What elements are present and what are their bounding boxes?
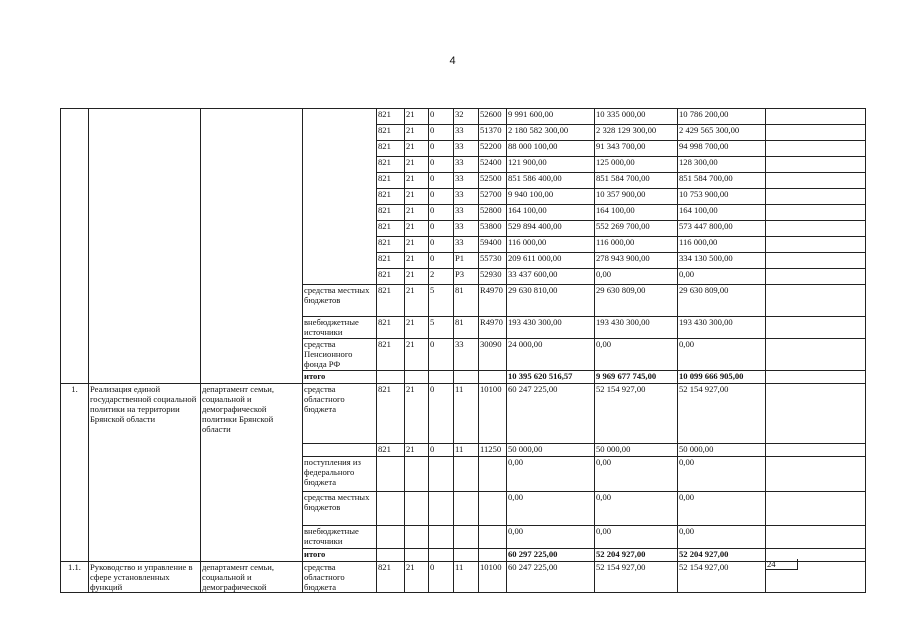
cell-pr: [405, 492, 429, 526]
cell-grbs: 821: [377, 285, 405, 317]
cell-empty: [766, 492, 866, 526]
cell-sub: [429, 457, 454, 492]
cell-y1: 33 437 600,00: [507, 269, 595, 285]
cell-pz: P3: [454, 269, 479, 285]
cell-empty: [766, 141, 866, 157]
cell-y1: 116 000,00: [507, 237, 595, 253]
cell-empty: [766, 125, 866, 141]
cell-y1: 9 940 100,00: [507, 189, 595, 205]
cell-sub: 0: [429, 157, 454, 173]
cell-y3: 164 100,00: [678, 205, 766, 221]
cell-y3: 116 000,00: [678, 237, 766, 253]
cell-total-y3: 10 099 666 905,00: [678, 371, 766, 384]
cell-pr: 21: [405, 189, 429, 205]
cell-empty: [766, 526, 866, 549]
cell-y3: 0,00: [678, 269, 766, 285]
cell-pz: 33: [454, 189, 479, 205]
cell-y3: 0,00: [678, 492, 766, 526]
cell-sub: 2: [429, 269, 454, 285]
cell-source: внебюджетные источники: [303, 526, 377, 549]
cell-pr: 21: [405, 562, 429, 593]
cell-source: средства областного бюджета: [303, 384, 377, 444]
cell-y3: 851 584 700,00: [678, 173, 766, 189]
cell-y3: 2 429 565 300,00: [678, 125, 766, 141]
cell-code: 52600: [479, 109, 507, 125]
cell-empty: [429, 549, 454, 562]
section-name: Реализация единой государственной социальной политики на территории Брянской области: [89, 384, 201, 562]
cell-y2: 164 100,00: [595, 205, 678, 221]
cell-y1: 164 100,00: [507, 205, 595, 221]
cell-empty: [766, 285, 866, 317]
cell-y1: 29 630 810,00: [507, 285, 595, 317]
cell-pr: 21: [405, 253, 429, 269]
page-number: 4: [449, 55, 456, 67]
section-number: 1.1.: [61, 562, 89, 593]
cell-code: 59400: [479, 237, 507, 253]
cell-grbs: 821: [377, 269, 405, 285]
cell-y3: 29 630 809,00: [678, 285, 766, 317]
cell-grbs: 821: [377, 109, 405, 125]
cell-source: [303, 444, 377, 457]
cell-total-y1: 10 395 620 516,57: [507, 371, 595, 384]
cell-empty: [405, 549, 429, 562]
cell-total-label: итого: [303, 549, 377, 562]
cell-empty: [377, 371, 405, 384]
cell-pz: 11: [454, 562, 479, 593]
table-row: [61, 109, 866, 125]
cell-pz: 32: [454, 109, 479, 125]
cell-pr: 21: [405, 237, 429, 253]
cell-pr: 21: [405, 285, 429, 317]
cell-sub: 0: [429, 173, 454, 189]
cell-y1: 60 247 225,00: [507, 384, 595, 444]
cell-source: [303, 109, 377, 285]
cell-y1: 88 000 100,00: [507, 141, 595, 157]
cell-pr: 21: [405, 205, 429, 221]
cell-y2: 10 357 900,00: [595, 189, 678, 205]
cell-pz: 81: [454, 285, 479, 317]
cell-pr: 21: [405, 157, 429, 173]
cell-y2: 193 430 300,00: [595, 317, 678, 339]
cell-y1: 209 611 000,00: [507, 253, 595, 269]
table-row: [61, 384, 866, 444]
table-row: [61, 562, 866, 593]
cell-y2: 10 335 000,00: [595, 109, 678, 125]
cell-sub: 5: [429, 285, 454, 317]
cell-pz: 33: [454, 339, 479, 371]
cell-pz: [454, 526, 479, 549]
cell-sub: [429, 526, 454, 549]
cell-y2: 278 943 900,00: [595, 253, 678, 269]
cell-grbs: 821: [377, 444, 405, 457]
cell-source: поступления из федерального бюджета: [303, 457, 377, 492]
cell-source: внебюджетные источники: [303, 317, 377, 339]
cell-sub: 5: [429, 317, 454, 339]
cell-code: [479, 457, 507, 492]
cell-grbs: 821: [377, 317, 405, 339]
cell-code: 30090: [479, 339, 507, 371]
cell-sub: 0: [429, 339, 454, 371]
cell-pr: [405, 457, 429, 492]
cell-code: R4970: [479, 285, 507, 317]
extra-cell-value: 24: [765, 559, 798, 570]
cell-y3: 10 753 900,00: [678, 189, 766, 205]
cell-sub: 0: [429, 205, 454, 221]
cell-total-y1: 60 297 225,00: [507, 549, 595, 562]
cell-grbs: 821: [377, 205, 405, 221]
cell-empty: [405, 371, 429, 384]
cell-y2: 0,00: [595, 269, 678, 285]
cell-sub: 0: [429, 221, 454, 237]
cell-grbs: [377, 457, 405, 492]
cell-sub: 0: [429, 141, 454, 157]
cell-empty: [766, 339, 866, 371]
cell-y3: 94 998 700,00: [678, 141, 766, 157]
cell-pr: 21: [405, 125, 429, 141]
cell-sub: 0: [429, 562, 454, 593]
cell-pz: 33: [454, 205, 479, 221]
cell-empty: [454, 549, 479, 562]
cell-code: 52400: [479, 157, 507, 173]
cell-empty: [454, 371, 479, 384]
cell-y3: 128 300,00: [678, 157, 766, 173]
section-executor: департамент семьи, социальной и демографической политики Брянской области: [201, 384, 303, 562]
cell-sub: 0: [429, 125, 454, 141]
cell-code: 10100: [479, 562, 507, 593]
cell-total-label: итого: [303, 371, 377, 384]
cell-empty: [766, 444, 866, 457]
cell-pz: 81: [454, 317, 479, 339]
cell-grbs: 821: [377, 339, 405, 371]
cell-pr: 21: [405, 109, 429, 125]
cell-empty: [766, 173, 866, 189]
cell-total-y2: 9 969 677 745,00: [595, 371, 678, 384]
cell-grbs: 821: [377, 237, 405, 253]
cell-y3: 0,00: [678, 526, 766, 549]
cell-code: 55730: [479, 253, 507, 269]
cell-y1: 193 430 300,00: [507, 317, 595, 339]
budget-table: [60, 108, 866, 593]
cell-sub: [429, 492, 454, 526]
cell-pz: 33: [454, 221, 479, 237]
cell-grbs: 821: [377, 384, 405, 444]
cell-y2: 91 343 700,00: [595, 141, 678, 157]
cell-grbs: [377, 492, 405, 526]
cell-grbs: 821: [377, 157, 405, 173]
cell-name: [89, 109, 201, 384]
cell-y2: 52 154 927,00: [595, 384, 678, 444]
cell-pr: 21: [405, 384, 429, 444]
cell-y3: 193 430 300,00: [678, 317, 766, 339]
cell-pz: 11: [454, 444, 479, 457]
cell-pz: 11: [454, 384, 479, 444]
cell-pz: 33: [454, 141, 479, 157]
cell-empty: [766, 157, 866, 173]
cell-y3: 10 786 200,00: [678, 109, 766, 125]
section-executor: департамент семьи, социальной и демографической: [201, 562, 303, 593]
cell-source: средства Пенсионного фонда РФ: [303, 339, 377, 371]
cell-num: [61, 109, 89, 384]
section-name: Руководство и управление в сфере установленных функций: [89, 562, 201, 593]
cell-grbs: 821: [377, 173, 405, 189]
cell-code: 11250: [479, 444, 507, 457]
cell-y1: 50 000,00: [507, 444, 595, 457]
cell-code: 10100: [479, 384, 507, 444]
cell-y1: 60 247 225,00: [507, 562, 595, 593]
cell-y1: 2 180 582 300,00: [507, 125, 595, 141]
cell-y2: 0,00: [595, 526, 678, 549]
cell-y1: 851 586 400,00: [507, 173, 595, 189]
cell-pr: 21: [405, 339, 429, 371]
cell-empty: [766, 253, 866, 269]
cell-y3: 50 000,00: [678, 444, 766, 457]
cell-pz: [454, 492, 479, 526]
cell-y1: 24 000,00: [507, 339, 595, 371]
cell-pz: 33: [454, 157, 479, 173]
cell-grbs: 821: [377, 562, 405, 593]
cell-code: [479, 492, 507, 526]
cell-code: 52200: [479, 141, 507, 157]
cell-y1: 121 900,00: [507, 157, 595, 173]
cell-source: средства местных бюджетов: [303, 492, 377, 526]
cell-grbs: 821: [377, 253, 405, 269]
cell-pz: 33: [454, 173, 479, 189]
cell-empty: [766, 384, 866, 444]
cell-pr: 21: [405, 221, 429, 237]
cell-empty: [766, 109, 866, 125]
cell-grbs: 821: [377, 125, 405, 141]
cell-grbs: [377, 526, 405, 549]
cell-total-y3: 52 204 927,00: [678, 549, 766, 562]
cell-code: 52700: [479, 189, 507, 205]
cell-empty: [429, 371, 454, 384]
cell-pr: 21: [405, 141, 429, 157]
cell-y2: 0,00: [595, 492, 678, 526]
cell-code: [479, 526, 507, 549]
cell-pz: 33: [454, 237, 479, 253]
cell-pr: 21: [405, 444, 429, 457]
cell-y2: 2 328 129 300,00: [595, 125, 678, 141]
cell-y2: 52 154 927,00: [595, 562, 678, 593]
cell-sub: 0: [429, 253, 454, 269]
cell-pr: 21: [405, 269, 429, 285]
cell-empty: [766, 371, 866, 384]
cell-y2: 0,00: [595, 457, 678, 492]
cell-y3: 0,00: [678, 339, 766, 371]
cell-y3: 0,00: [678, 457, 766, 492]
cell-y3: 52 154 927,00: [678, 384, 766, 444]
cell-empty: [766, 221, 866, 237]
cell-code: 52930: [479, 269, 507, 285]
cell-y3: 334 130 500,00: [678, 253, 766, 269]
cell-sub: 0: [429, 444, 454, 457]
cell-pz: [454, 457, 479, 492]
cell-y2: 116 000,00: [595, 237, 678, 253]
cell-sub: 0: [429, 189, 454, 205]
cell-pr: 21: [405, 173, 429, 189]
cell-y3: 52 154 927,00: [678, 562, 766, 593]
section-number: 1.: [61, 384, 89, 562]
cell-y1: 0,00: [507, 457, 595, 492]
cell-pr: [405, 526, 429, 549]
cell-sub: 0: [429, 109, 454, 125]
cell-code: R4970: [479, 317, 507, 339]
cell-sub: 0: [429, 237, 454, 253]
cell-y2: 0,00: [595, 339, 678, 371]
cell-empty: [766, 237, 866, 253]
cell-sub: 0: [429, 384, 454, 444]
cell-pr: 21: [405, 317, 429, 339]
cell-empty: [377, 549, 405, 562]
cell-code: 51370: [479, 125, 507, 141]
cell-code: 52800: [479, 205, 507, 221]
cell-pz: 33: [454, 125, 479, 141]
cell-grbs: 821: [377, 189, 405, 205]
cell-y1: 0,00: [507, 526, 595, 549]
cell-empty: [766, 205, 866, 221]
cell-source: средства местных бюджетов: [303, 285, 377, 317]
cell-empty: [766, 189, 866, 205]
cell-empty: [479, 371, 507, 384]
cell-y2: 29 630 809,00: [595, 285, 678, 317]
cell-code: 52500: [479, 173, 507, 189]
cell-empty: [766, 317, 866, 339]
cell-pz: P1: [454, 253, 479, 269]
cell-code: 53800: [479, 221, 507, 237]
cell-empty: [766, 269, 866, 285]
cell-y2: 125 000,00: [595, 157, 678, 173]
cell-executor: [201, 109, 303, 384]
cell-grbs: 821: [377, 221, 405, 237]
cell-y2: 851 584 700,00: [595, 173, 678, 189]
cell-empty: [766, 457, 866, 492]
cell-y1: 9 991 600,00: [507, 109, 595, 125]
cell-y2: 50 000,00: [595, 444, 678, 457]
cell-y1: 529 894 400,00: [507, 221, 595, 237]
cell-y3: 573 447 800,00: [678, 221, 766, 237]
cell-y2: 552 269 700,00: [595, 221, 678, 237]
cell-grbs: 821: [377, 141, 405, 157]
cell-y1: 0,00: [507, 492, 595, 526]
cell-empty: [479, 549, 507, 562]
cell-source: средства областного бюджета: [303, 562, 377, 593]
cell-total-y2: 52 204 927,00: [595, 549, 678, 562]
